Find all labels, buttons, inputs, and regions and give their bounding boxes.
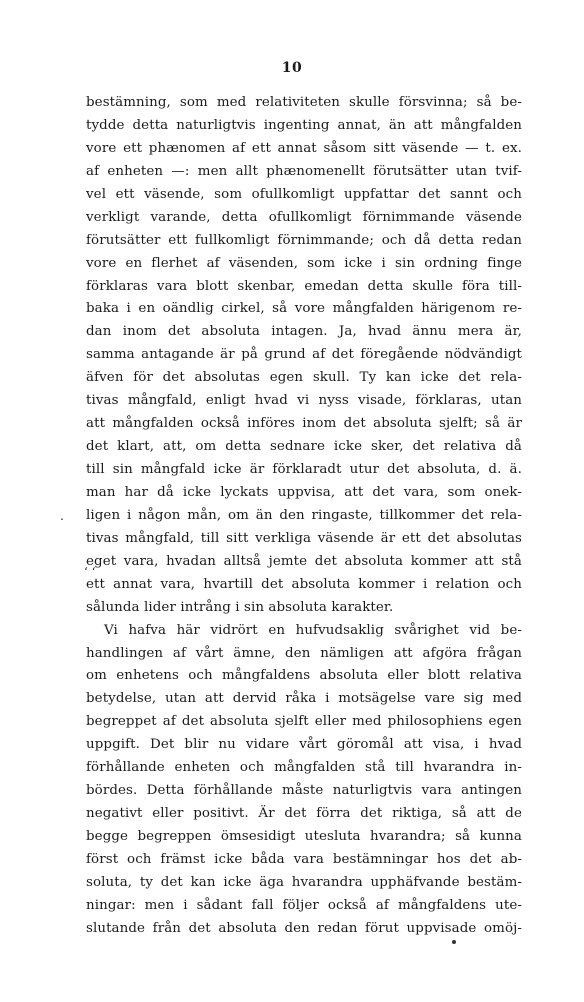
text-line: om enhetens och mångfaldens absoluta eller blott relativa [86, 668, 522, 684]
text-line: betydelse, utan att dervid råka i motsägelse vare sig med [86, 691, 522, 707]
text-line: det klart, att, om detta sednare icke sker, det relativa då [86, 439, 522, 455]
text-line: handlingen af vårt ämne, den nämligen att afgöra frågan [86, 645, 522, 661]
text-line: tydde detta naturligtvis ingenting annat, än att mångfalden [86, 117, 522, 133]
body-text [86, 92, 522, 941]
text-line: tivas mångfald, enligt hvad vi nyss visade, förklaras, utan [86, 393, 522, 409]
text-line: förklaras vara blott skenbar, emedan detta skulle föra till- [86, 278, 522, 294]
text-line: att mångfalden också införes inom det absoluta sjelft; så är [86, 416, 522, 432]
text-line: slutande från det absoluta den redan förut uppvisade omöj- [86, 920, 522, 936]
paragraph-end-line: sålunda lider intrång i sin absoluta karakter. [86, 599, 394, 615]
text-line: ett annat vara, hvartill det absoluta kommer i relation och [86, 576, 522, 592]
text-line: af enheten —: men allt phænomenellt förutsätter utan tvif- [86, 163, 522, 179]
text-line: samma antagande är på grund af det föregående nödvändigt [86, 347, 522, 363]
text-line: ningar: men i sådant fall följer också af mångfaldens ute- [86, 897, 522, 913]
text-line: till sin mångfald icke är förklaradt utur det absoluta, d. ä. [86, 462, 522, 477]
text-line: negativt eller positivt. Är det förra det riktiga, så att de [86, 806, 522, 822]
text-line: bestämning, som med relativiteten skulle försvinna; så be- [86, 95, 522, 110]
text-line: uppgift. Det blir nu vidare vårt göromål att visa, i hvad [86, 737, 522, 753]
text-line: begge begreppen ömsesidigt utesluta hvarandra; så kunna [86, 829, 522, 844]
paragraph-start-line: Vi hafva här vidrört en hufvudsaklig svårighet vid be- [104, 622, 522, 638]
text-line: begreppet af det absoluta sjelft eller med philosophiens egen [86, 714, 522, 730]
text-line: vel ett väsende, som ofullkomligt uppfattar det sannt och [86, 186, 522, 202]
text-line: vore en flerhet af väsenden, som icke i sin ordning finge [86, 255, 522, 271]
ink-speck [452, 940, 456, 944]
margin-speck-mark: ․ [60, 509, 65, 523]
margin-quote-mark: ‘ ‘ [84, 565, 96, 579]
text-line: baka i en oändlig cirkel, så vore mångfalden härigenom re- [86, 301, 522, 317]
text-line: äfven för det absolutas egen skull. Ty kan icke det rela- [86, 370, 522, 386]
text-line: ligen i någon mån, om än den ringaste, tillkommer det rela- [86, 507, 522, 523]
text-line: verkligt varande, detta ofullkomligt förnimmande väsende [86, 209, 522, 225]
text-line: bördes. Detta förhållande måste naturligtvis vara antingen [86, 783, 522, 799]
text-line: förutsätter ett fullkomligt förnimmande; och då detta redan [86, 232, 522, 248]
text-line: tivas mångfald, till sitt verkliga väsende är ett det absolutas [86, 530, 522, 546]
page-number: 10 [281, 60, 303, 76]
text-line: man har då icke lyckats uppvisa, att det vara, som onek- [86, 484, 522, 500]
text-line: dan inom det absoluta intagen. Ja, hvad ännu mera är, [86, 324, 522, 340]
text-line: soluta, ty det kan icke äga hvarandra upphäfvande bestäm- [86, 874, 522, 890]
text-line: förhållande enheten och mångfalden stå till hvarandra in- [86, 760, 522, 776]
text-line: eget vara, hvadan alltså jemte det absoluta kommer att stå [86, 553, 522, 569]
text-line: vore ett phænomen af ett annat såsom sitt väsende — t. ex. [86, 140, 522, 156]
text-line: först och främst icke båda vara bestämningar hos det ab- [86, 851, 522, 867]
